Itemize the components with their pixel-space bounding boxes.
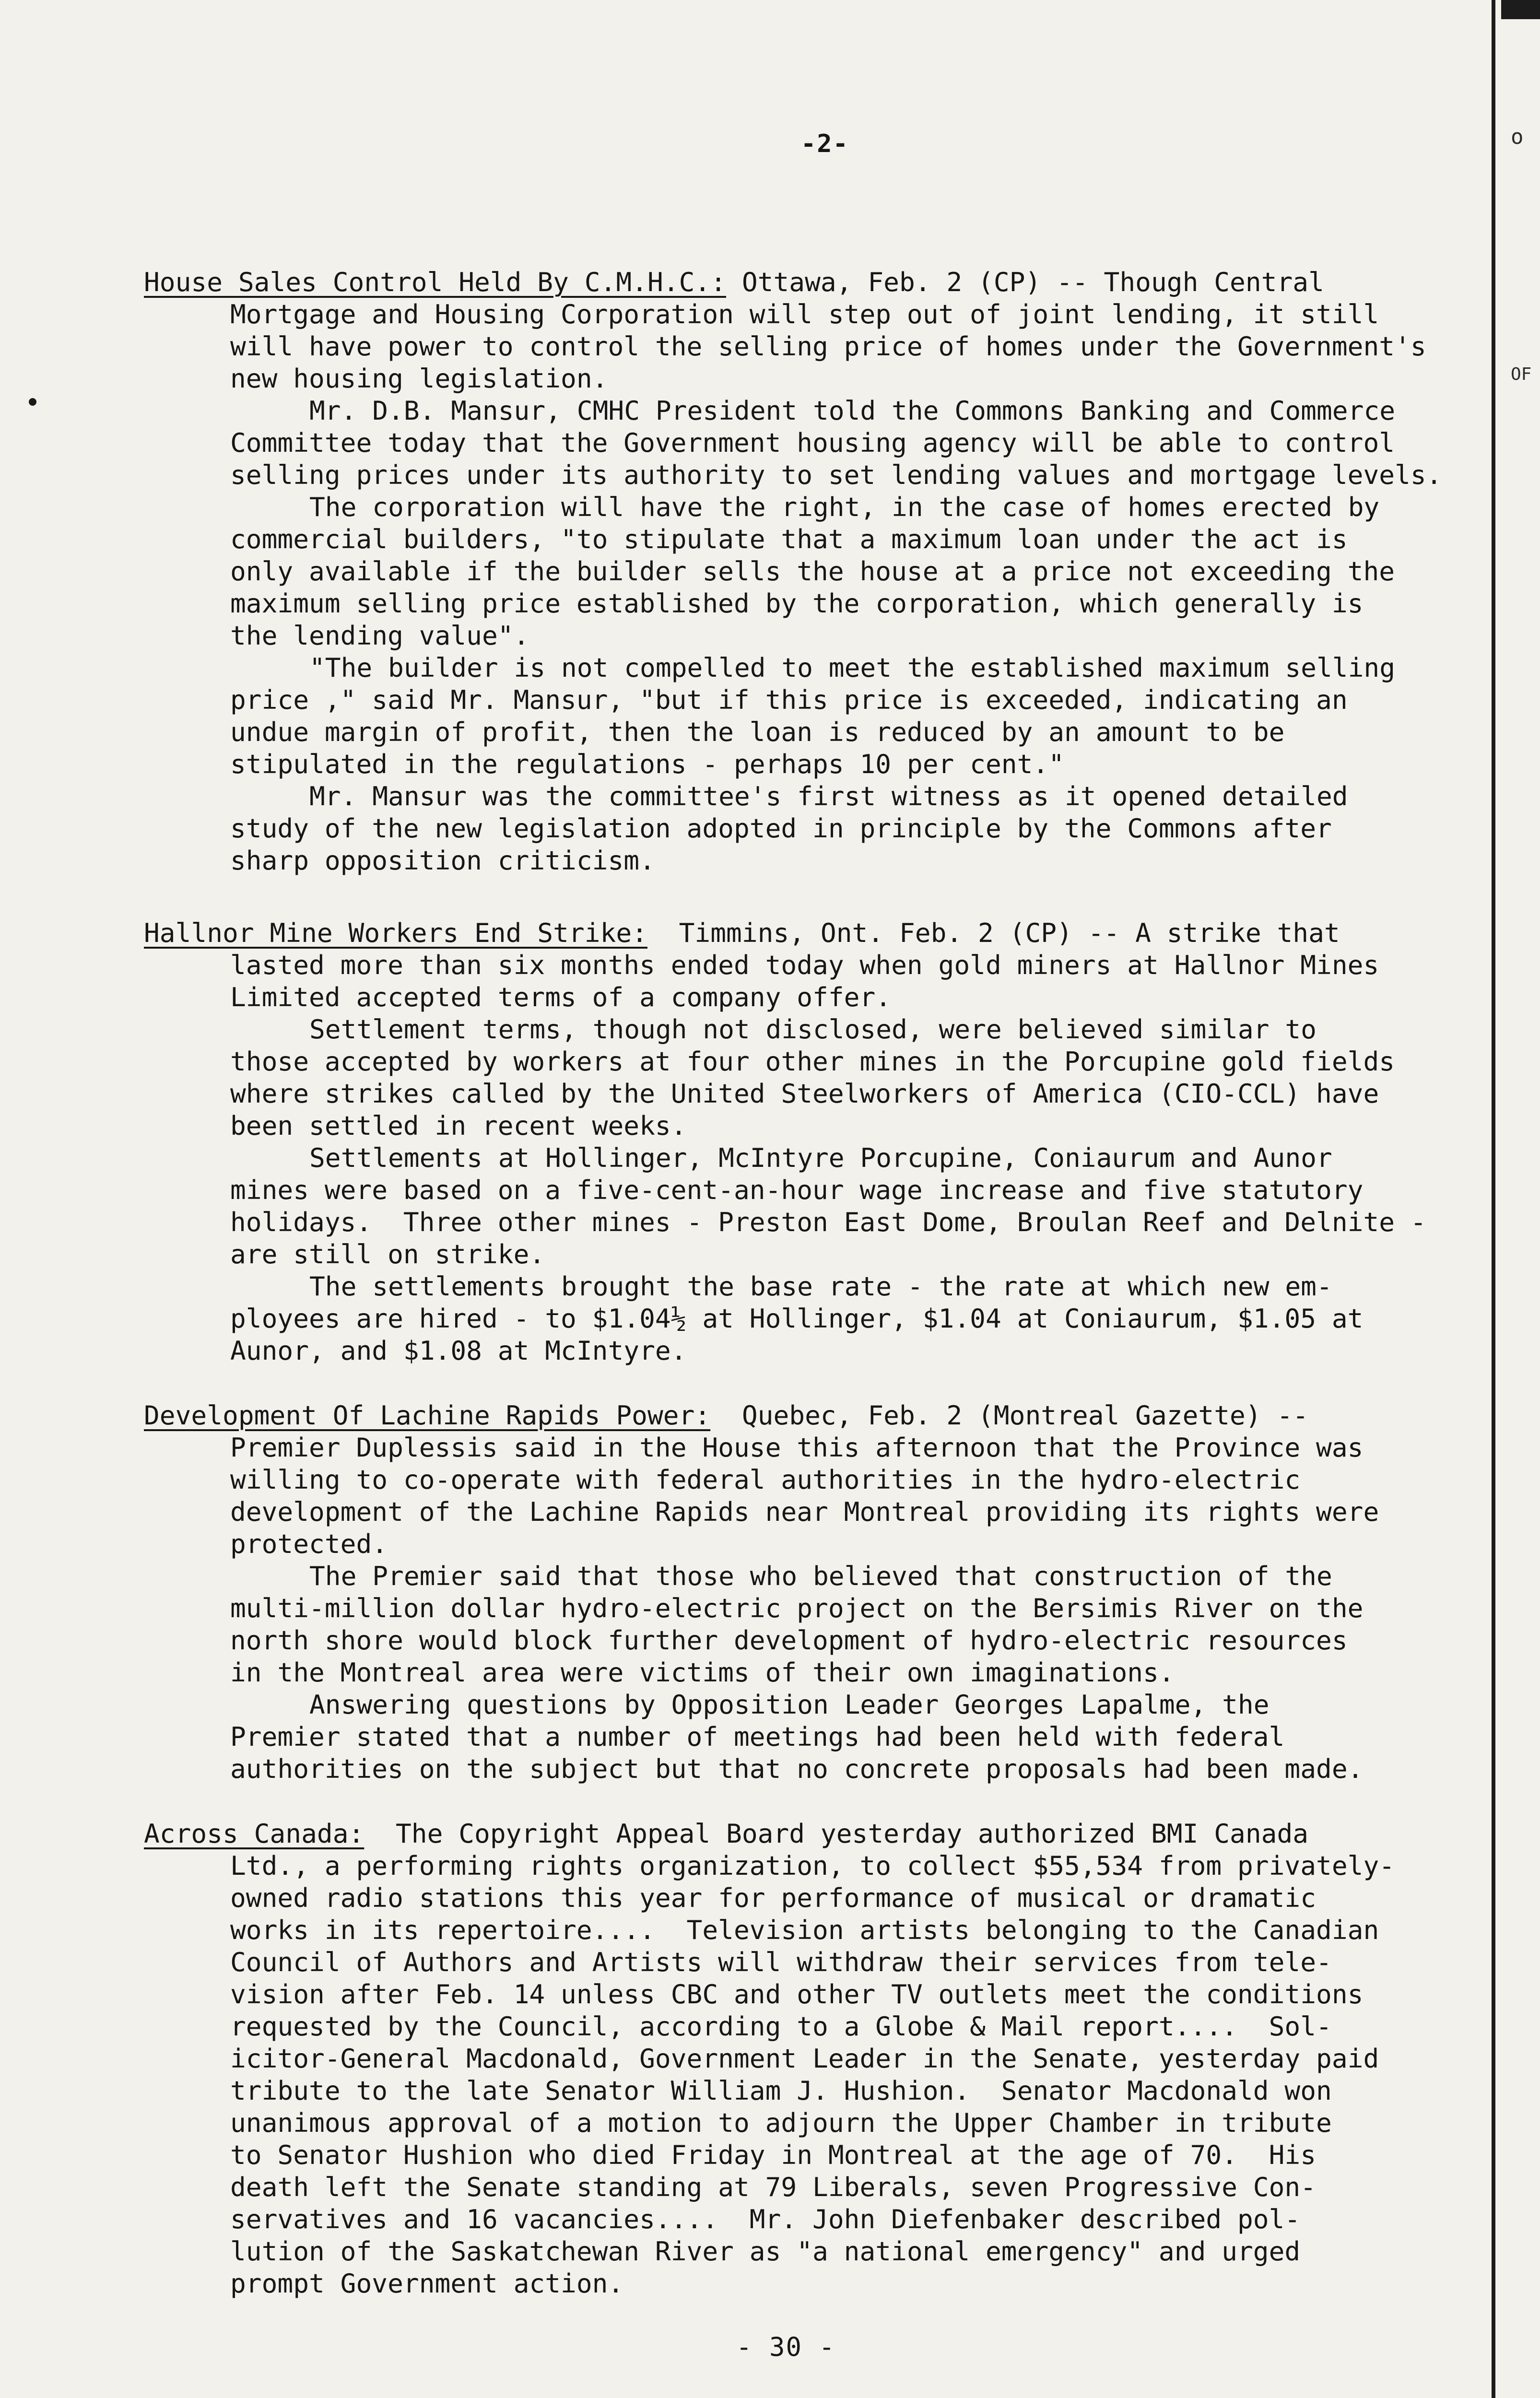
- text-line: those accepted by workers at four other mines in the Porcupine gold fields: [230, 1046, 1395, 1077]
- corner-mark: [1501, 0, 1540, 19]
- text-line: Answering questions by Opposition Leader Georges Lapalme, the: [309, 1689, 1270, 1720]
- article-dateline: Timmins, Ont. Feb. 2 (CP) -- A strike that: [647, 917, 1340, 948]
- margin-dot: [29, 398, 36, 406]
- text-line: willing to co-operate with federal authorities in the hydro-electric: [230, 1464, 1301, 1495]
- text-line: Mr. D.B. Mansur, CMHC President told the Commons Banking and Commerce: [309, 395, 1396, 426]
- text-line: selling prices under its authority to set lending values and mortgage levels.: [230, 459, 1442, 490]
- margin-fragment: OF: [1511, 364, 1532, 384]
- article-body: [144, 298, 1472, 877]
- text-line: price ," said Mr. Mansur, "but if this price is exceeded, indicating an: [230, 684, 1348, 715]
- article-heading: Across Canada:: [144, 1818, 364, 1849]
- text-line: to Senator Hushion who died Friday in Montreal at the age of 70. His: [230, 2139, 1317, 2170]
- text-line: servatives and 16 vacancies.... Mr. John Diefenbaker described pol-: [230, 2204, 1301, 2234]
- margin-fragment: o: [1511, 125, 1524, 149]
- text-line: undue margin of profit, then the loan is reduced by an amount to be: [230, 717, 1285, 747]
- text-line: requested by the Council, according to a Globe & Mail report.... Sol-: [230, 2011, 1332, 2042]
- text-line: Settlements at Hollinger, McIntyre Porcupine, Coniaurum and Aunor: [309, 1142, 1332, 1173]
- text-line: "The builder is not compelled to meet the established maximum selling: [309, 652, 1396, 683]
- page-edge-shadow: [1492, 0, 1495, 2398]
- text-line: icitor-General Macdonald, Government Leader in the Senate, yesterday paid: [230, 2043, 1379, 2074]
- text-line: development of the Lachine Rapids near Montreal providing its rights were: [230, 1496, 1379, 1527]
- text-line: ployees are hired - to $1.04½ at Hollinger, $1.04 at Coniaurum, $1.05 at: [230, 1303, 1364, 1334]
- article-body: [144, 949, 1472, 1367]
- text-line: Mr. Mansur was the committee's first witness as it opened detailed: [309, 781, 1348, 811]
- text-line: holidays. Three other mines - Preston East Dome, Broulan Reef and Delnite -: [230, 1207, 1426, 1237]
- text-line: Premier Duplessis said in the House this afternoon that the Province was: [230, 1432, 1364, 1463]
- article-heading: Development Of Lachine Rapids Power:: [144, 1400, 711, 1431]
- article-dateline: The Copyright Appeal Board yesterday authorized BMI Canada: [364, 1818, 1309, 1849]
- text-line: The settlements brought the base rate - the rate at which new em-: [309, 1271, 1332, 1302]
- text-line: Settlement terms, though not disclosed, were believed similar to: [309, 1014, 1317, 1045]
- text-line: Aunor, and $1.08 at McIntyre.: [230, 1335, 687, 1366]
- text-line: Premier stated that a number of meetings had been held with federal: [230, 1721, 1285, 1752]
- text-line: new housing legislation.: [230, 363, 608, 394]
- text-line: prompt Government action.: [230, 2268, 624, 2299]
- article-hallnor-strike: [144, 917, 1472, 1367]
- article-dateline: Quebec, Feb. 2 (Montreal Gazette) --: [710, 1400, 1309, 1431]
- text-line: been settled in recent weeks.: [230, 1110, 687, 1141]
- text-line: The Premier said that those who believed that construction of the: [309, 1561, 1332, 1591]
- text-line: mines were based on a five-cent-an-hour wage increase and five statutory: [230, 1175, 1364, 1205]
- article-house-sales: [144, 266, 1472, 877]
- text-line: are still on strike.: [230, 1239, 545, 1270]
- text-line: Ltd., a performing rights organization, to collect $55,534 from privately-: [230, 1850, 1395, 1881]
- article-heading: Hallnor Mine Workers End Strike:: [144, 917, 647, 948]
- text-line: unanimous approval of a motion to adjourn the Upper Chamber in tribute: [230, 2107, 1332, 2138]
- article-body: [144, 1432, 1472, 1785]
- text-line: lution of the Saskatchewan River as "a national emergency" and urged: [230, 2236, 1301, 2267]
- page-number-bottom: - 30 -: [736, 2332, 836, 2362]
- text-line: death left the Senate standing at 79 Liberals, seven Progressive Con-: [230, 2172, 1317, 2202]
- article-heading: House Sales Control Held By C.M.H.C.:: [144, 267, 727, 297]
- text-line: only available if the builder sells the house at a price not exceeding the: [230, 556, 1395, 587]
- text-line: lasted more than six months ended today when gold miners at Hallnor Mines: [230, 950, 1379, 980]
- text-line: sharp opposition criticism.: [230, 845, 655, 876]
- text-line: multi-million dollar hydro-electric project on the Bersimis River on the: [230, 1593, 1364, 1623]
- text-line: the lending value".: [230, 620, 529, 651]
- text-line: tribute to the late Senator William J. Hushion. Senator Macdonald won: [230, 2075, 1332, 2106]
- text-line: owned radio stations this year for performance of musical or dramatic: [230, 1882, 1317, 1913]
- text-line: will have power to control the selling price of homes under the Government's: [230, 331, 1426, 362]
- text-line: protected.: [230, 1528, 388, 1559]
- text-line: Council of Authors and Artists will withdraw their services from tele-: [230, 1947, 1332, 1977]
- text-line: vision after Feb. 14 unless CBC and other TV outlets meet the conditions: [230, 1979, 1364, 2010]
- article-dateline: Ottawa, Feb. 2 (CP) -- Though Central: [726, 267, 1324, 297]
- text-line: north shore would block further development of hydro-electric resources: [230, 1625, 1348, 1656]
- text-line: authorities on the subject but that no concrete proposals had been made.: [230, 1753, 1364, 1784]
- text-line: stipulated in the regulations - perhaps 10 per cent.": [230, 749, 1065, 779]
- page-number-top: -2-: [801, 129, 849, 158]
- text-line: The corporation will have the right, in the case of homes erected by: [309, 492, 1380, 522]
- article-body: [144, 1850, 1472, 2300]
- article-lachine-rapids: [144, 1399, 1472, 1785]
- text-line: Committee today that the Government housing agency will be able to control: [230, 427, 1395, 458]
- text-line: study of the new legislation adopted in principle by the Commons after: [230, 813, 1332, 844]
- text-line: Mortgage and Housing Corporation will step out of joint lending, it still: [230, 299, 1379, 329]
- text-line: Limited accepted terms of a company offer.: [230, 982, 892, 1012]
- text-line: where strikes called by the United Steelworkers of America (CIO-CCL) have: [230, 1078, 1379, 1109]
- text-line: commercial builders, "to stipulate that a maximum loan under the act is: [230, 524, 1348, 554]
- text-line: maximum selling price established by the corporation, which generally is: [230, 588, 1364, 619]
- article-across-canada: [144, 1818, 1472, 2300]
- text-line: works in its repertoire.... Television artists belonging to the Canadian: [230, 1915, 1379, 1945]
- text-line: in the Montreal area were victims of their own imaginations.: [230, 1657, 1175, 1688]
